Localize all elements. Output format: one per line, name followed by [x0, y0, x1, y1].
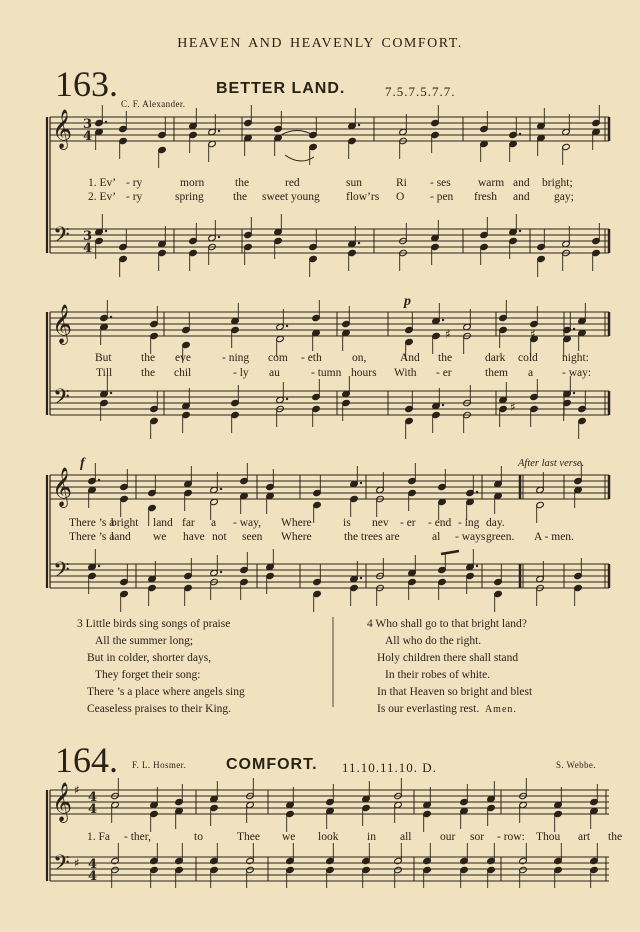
lyric-syllable: day.: [486, 517, 505, 529]
lyric-syllable: But: [95, 352, 112, 364]
lyric-syllable: Ri: [396, 177, 407, 189]
augmentation-dot: [476, 565, 478, 567]
augmentation-dot: [105, 230, 107, 232]
lyric-syllable: nev: [372, 517, 389, 529]
lyrics-system2-verse1: [0, 352, 640, 368]
lyric-syllable: al: [432, 531, 441, 543]
lyric-syllable: - ther,: [124, 831, 151, 843]
lyric-syllable: - eth: [301, 352, 322, 364]
augmentation-dot: [110, 392, 112, 394]
lyric-syllable: fresh: [474, 191, 497, 203]
sharp-icon: ♯: [445, 327, 451, 341]
author-credit: F. L. Hosmer.: [132, 760, 187, 770]
augmentation-dot: [218, 130, 220, 132]
lyric-syllable: gay;: [554, 191, 574, 203]
treble-clef-icon: 𝄞: [52, 304, 73, 344]
augmentation-dot: [360, 577, 362, 579]
sharp-icon: ♯: [74, 783, 80, 797]
hymn-number-164: 164.: [55, 740, 118, 780]
augmentation-dot: [110, 316, 112, 318]
stanza-line: They forget their song:: [95, 669, 201, 681]
lyric-syllable: - pen: [430, 191, 454, 203]
augmentation-dot: [286, 325, 288, 327]
lyric-syllable: - er: [436, 367, 452, 379]
stanza-3: [77, 616, 245, 718]
augmentation-dot: [519, 230, 521, 232]
author-credit: C. F. Alexander.: [121, 99, 186, 109]
composer-credit: S. Webbe.: [556, 760, 596, 770]
stanza-line: In their robes of white.: [385, 669, 491, 681]
lyric-syllable: is: [343, 517, 351, 529]
dynamic-forte: f: [80, 456, 85, 471]
stanza-line: Ceaseless praises to their King.: [87, 703, 232, 715]
augmentation-dot: [360, 482, 362, 484]
augmentation-dot: [358, 124, 360, 126]
sharp-icon: ♯: [74, 856, 80, 870]
lyric-syllable: on,: [352, 352, 367, 364]
lyric-syllable: - end: [428, 517, 452, 529]
hymn-number-163: 163.: [55, 64, 118, 104]
stanza-line: 4 Who shall go to that bright land?: [367, 618, 527, 630]
lyric-syllable: - ses: [430, 177, 451, 189]
meter: 7.5.7.5.7.7.: [385, 84, 456, 99]
lyric-syllable: we: [153, 531, 167, 543]
lyric-syllable: au: [269, 367, 280, 379]
stanza-line: All who do the right.: [385, 635, 482, 647]
stanza-line: 3 Little birds sing songs of praise: [77, 618, 231, 630]
lyric-syllable: the: [235, 177, 250, 189]
lyric-syllable: 1. Fa: [87, 831, 110, 843]
treble-clef-icon: 𝄞: [52, 467, 73, 507]
lyrics-system1-verse2: [0, 191, 640, 207]
augmentation-dot: [476, 491, 478, 493]
lyric-syllable: the: [233, 191, 248, 203]
augmentation-dot: [358, 242, 360, 244]
augmentation-dot: [105, 121, 107, 123]
augmentation-dot: [519, 133, 521, 135]
augmentation-dot: [286, 398, 288, 400]
time-signature: 4: [88, 857, 98, 872]
bass-clef-icon: 𝄢: [53, 558, 70, 588]
augmentation-dot: [573, 328, 575, 330]
lyric-syllable: 1. Ev’: [88, 177, 117, 189]
time-signature: 4: [88, 802, 98, 817]
time-signature: 3: [83, 117, 93, 132]
lyric-syllable: the trees are: [344, 531, 400, 543]
lyric-syllable: flow’rs: [346, 191, 380, 203]
lyric-syllable: green.: [486, 531, 515, 543]
lyric-syllable: - ways: [455, 531, 486, 543]
lyric-syllable: And: [400, 352, 420, 364]
sharp-icon: ♯: [530, 327, 536, 341]
lyric-syllable: - row:: [497, 831, 525, 843]
lyric-syllable: - way,: [233, 517, 261, 529]
lyric-syllable: the: [608, 831, 623, 843]
stanza-line: But in colder, shorter days,: [87, 652, 212, 664]
augmentation-dot: [98, 479, 100, 481]
lyric-syllable: a: [211, 517, 217, 529]
lyric-syllable: morn: [180, 177, 205, 189]
lyric-syllable: - ly: [233, 367, 249, 379]
sharp-icon: ♯: [510, 400, 516, 414]
lyric-syllable: seen: [242, 531, 263, 543]
lyric-syllable: cold: [518, 352, 538, 364]
lyric-syllable: With: [394, 367, 417, 379]
lyric-syllable: and: [513, 177, 530, 189]
lyric-syllable: sweet young: [262, 191, 320, 203]
tune-name: BETTER LAND.: [216, 80, 346, 97]
lyric-syllable: O: [396, 191, 405, 203]
time-signature: 4: [88, 790, 98, 805]
tune-name: COMFORT.: [226, 756, 318, 773]
lyric-syllable: far: [182, 517, 195, 529]
lyric-syllable: chil: [174, 367, 192, 379]
lyric-syllable: 2. Ev’: [88, 191, 117, 203]
stanza-line: There ’s a place where angels sing: [87, 686, 245, 698]
augmentation-dot: [218, 236, 220, 238]
lyric-syllable: night:: [562, 352, 589, 364]
time-signature: 4: [88, 869, 98, 884]
treble-clef-icon: 𝄞: [52, 782, 73, 822]
bass-clef-icon: 𝄢: [53, 223, 70, 253]
lyric-syllable: There ’s a: [69, 531, 115, 543]
lyric-syllable: - ing: [458, 517, 480, 529]
lyrics-system2-verse2: [0, 367, 640, 383]
lyric-syllable: look: [318, 831, 339, 843]
stanza-line: All the summer long;: [95, 635, 194, 647]
lyric-syllable: dark: [485, 352, 506, 364]
stanza-line: In that Heaven so bright and blest: [377, 686, 533, 698]
lyric-syllable: red: [285, 177, 300, 189]
lyrics-hymn164-verse1: [0, 831, 640, 847]
lyric-syllable: a: [528, 367, 534, 379]
lyric-syllable: Where: [281, 531, 312, 543]
note-beam: [441, 551, 459, 554]
time-signature: 4: [83, 241, 93, 256]
time-signature: 3: [83, 229, 93, 244]
lyric-syllable: the: [141, 352, 156, 364]
lyric-syllable: - ning: [222, 352, 250, 364]
time-signature: 4: [83, 129, 93, 144]
bass-clef-icon: 𝄢: [53, 851, 70, 881]
lyric-syllable: Where: [281, 517, 312, 529]
lyric-syllable: - er: [400, 517, 416, 529]
lyric-syllable: - ry: [126, 177, 143, 189]
meter: 11.10.11.10. D.: [342, 760, 437, 775]
dynamic-piano: p: [404, 294, 411, 309]
lyric-syllable: hours: [351, 367, 377, 379]
lyric-syllable: the: [438, 352, 453, 364]
lyric-syllable: There ’s a: [69, 517, 115, 529]
lyric-syllable: have: [183, 531, 205, 543]
stanza-line: Is our everlasting rest. Amen.: [377, 703, 517, 715]
lyric-syllable: in: [367, 831, 376, 843]
tie: [281, 131, 313, 136]
lyric-syllable: our: [440, 831, 456, 843]
bass-clef-icon: 𝄢: [53, 385, 70, 415]
lyric-syllable: the: [141, 367, 156, 379]
lyric-syllable: A - men.: [534, 531, 574, 543]
stanza-line: Holy children there shall stand: [377, 652, 519, 664]
lyric-syllable: art: [578, 831, 591, 843]
lyric-syllable: - tumn: [311, 367, 342, 379]
lyric-syllable: and: [513, 191, 530, 203]
lyric-syllable: not: [212, 531, 227, 543]
lyric-syllable: com: [268, 352, 288, 364]
lyric-syllable: warm: [478, 177, 505, 189]
lyric-syllable: we: [282, 831, 296, 843]
lyric-syllable: Thou: [536, 831, 561, 843]
augmentation-dot: [573, 392, 575, 394]
lyric-syllable: sun: [346, 177, 362, 189]
lyric-syllable: Till: [96, 367, 113, 379]
lyric-syllable: them: [485, 367, 508, 379]
lyric-syllable: spring: [175, 191, 204, 203]
lyric-syllable: sor: [470, 831, 485, 843]
amen: Amen.: [484, 704, 517, 715]
augmentation-dot: [98, 565, 100, 567]
lyric-syllable: - ry: [126, 191, 143, 203]
running-head: HEAVEN AND HEAVENLY COMFORT.: [177, 36, 463, 51]
lyric-syllable: all: [400, 831, 412, 843]
lyric-syllable: - way:: [562, 367, 592, 379]
lyric-syllable: eve: [175, 352, 191, 364]
stanza-4: [367, 616, 532, 718]
lyric-syllable: bright: [111, 517, 139, 529]
after-last-verse: After last verse.: [518, 458, 585, 469]
lyric-syllable: land: [153, 517, 173, 529]
lyric-syllable: bright;: [542, 177, 573, 189]
lyric-syllable: land: [111, 531, 131, 543]
lyrics-system3-verse2: [0, 531, 640, 547]
lyric-syllable: Thee: [237, 831, 260, 843]
lyric-syllable: to: [194, 831, 203, 843]
treble-clef-icon: 𝄞: [52, 109, 73, 149]
augmentation-dot: [442, 404, 444, 406]
augmentation-dot: [220, 488, 222, 490]
augmentation-dot: [442, 319, 444, 321]
augmentation-dot: [220, 571, 222, 573]
